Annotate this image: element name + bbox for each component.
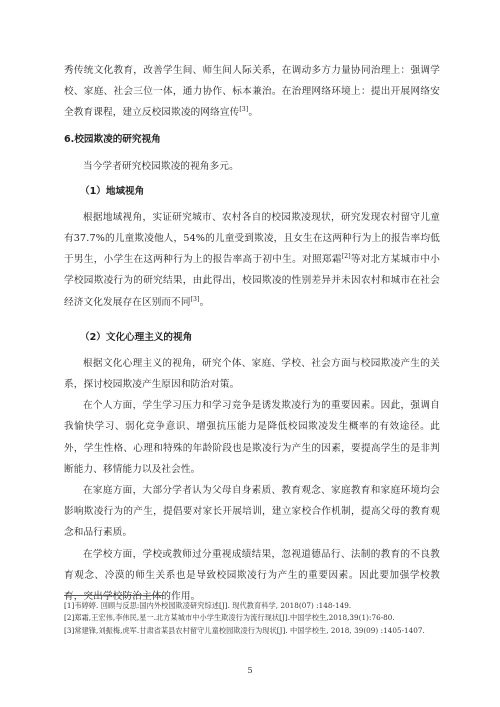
citation-ref[interactable]: [3] bbox=[190, 295, 200, 303]
page-number: 5 bbox=[247, 666, 253, 675]
body-content bbox=[64, 60, 440, 607]
citation-ref[interactable]: [3] bbox=[239, 106, 249, 114]
paragraph-end: 。 bbox=[199, 296, 210, 308]
paragraph-end: 。 bbox=[248, 107, 259, 119]
footnote-divider bbox=[64, 595, 164, 596]
paragraph-governance bbox=[64, 60, 440, 124]
paragraph-geographic bbox=[64, 207, 440, 313]
footnotes bbox=[64, 600, 440, 637]
paragraph-intro: 当今学者研究校园欺凌的视角多元。 bbox=[83, 160, 239, 172]
paragraph-cultural: 根据文化心理主义的视角，研究个体、家庭、学校、社会方面与校园欺凌产生的关系，探讨校园欺凌产生原因和防治对策。 bbox=[64, 357, 440, 391]
subsection-heading-cultural: （2）文化心理主义的视角 bbox=[80, 331, 193, 343]
paragraph-text: 秀传统文化教育，改善学生间、师生间人际关系，在调动多方力量协同治理上：强调学校、家庭、社会三位一体，通力协作、标本兼治。在治理网络环境上：提出开展网络安全教育课程，建立反校园欺凌的网络宣传 bbox=[64, 65, 440, 119]
paragraph-text: 根据地域视角，实证研究城市、农村各自的校园欺凌现状，研究发现农村留守儿童有37.7%的儿童欺凌他人，54%的儿童受到欺凌，且女生在这两种行为上的报告率均低于男生，小学生在这两种行为上的报告率高于初中生。对照郑霜 bbox=[64, 211, 440, 266]
paragraph-individual: 在个人方面，学生学习压力和学习竞争是诱发欺凌行为的重要因素。因此，强调自我愉快学习、弱化竞争意识、增强抗压能力是降低校园欺凌发生概率的有效途径。此外，学生性格、心理和特殊的年龄阶段也是欺凌行为产生的因素，要提高学生的是非判断能力、移情能力以及社会性。 bbox=[64, 400, 440, 475]
paragraph-family: 在家庭方面，大部分学者认为父母自身素质、教育观念、家庭教育和家庭环境均会影响欺凌行为的产生，提倡要对家长开展培训，建立家校合作机制，提高父母的教育观念和品行素质。 bbox=[64, 485, 440, 539]
citation-ref[interactable]: [2] bbox=[341, 253, 351, 261]
footnote-2: [2]郑霜,王宏伟,李伟民,星一.北方某城市中小学生欺凌行为流行现状[J].中国学校生,2018,39(1):76-80. bbox=[64, 613, 395, 623]
subsection-heading-geographic: （1）地域视角 bbox=[80, 185, 145, 197]
footnote-1: [1]韦婷婷. 回顾与反思:国内外校园欺凌研究综述[J]. 现代教育科学, 2018(07) :148-149. bbox=[64, 601, 352, 610]
paragraph-text: 等对北方某城市中小学校园欺凌行为的研究结果，由此得出，校园欺凌的性别差异并未因农村和城市在社会经济文化发展存在区别而不同 bbox=[64, 254, 440, 308]
paragraph-school: 在学校方面，学校或教师过分重视成绩结果，忽视道德品行、法制的教育的不良教育观念、冷漠的师生关系也是导致校园欺凌行为产生的重要因素。因此要加强学校教育，突出学校防治主体的作用。 bbox=[64, 548, 440, 603]
section-heading: 6.校园欺凌的研究视角 bbox=[64, 133, 161, 145]
footnote-3: [3]常建锋,刘振梅,虎军.甘肃省某县农村留守儿童校园欺凌行为现状[J]. 中国学校生, 2018, 39(09) :1405-1407. bbox=[64, 625, 425, 635]
